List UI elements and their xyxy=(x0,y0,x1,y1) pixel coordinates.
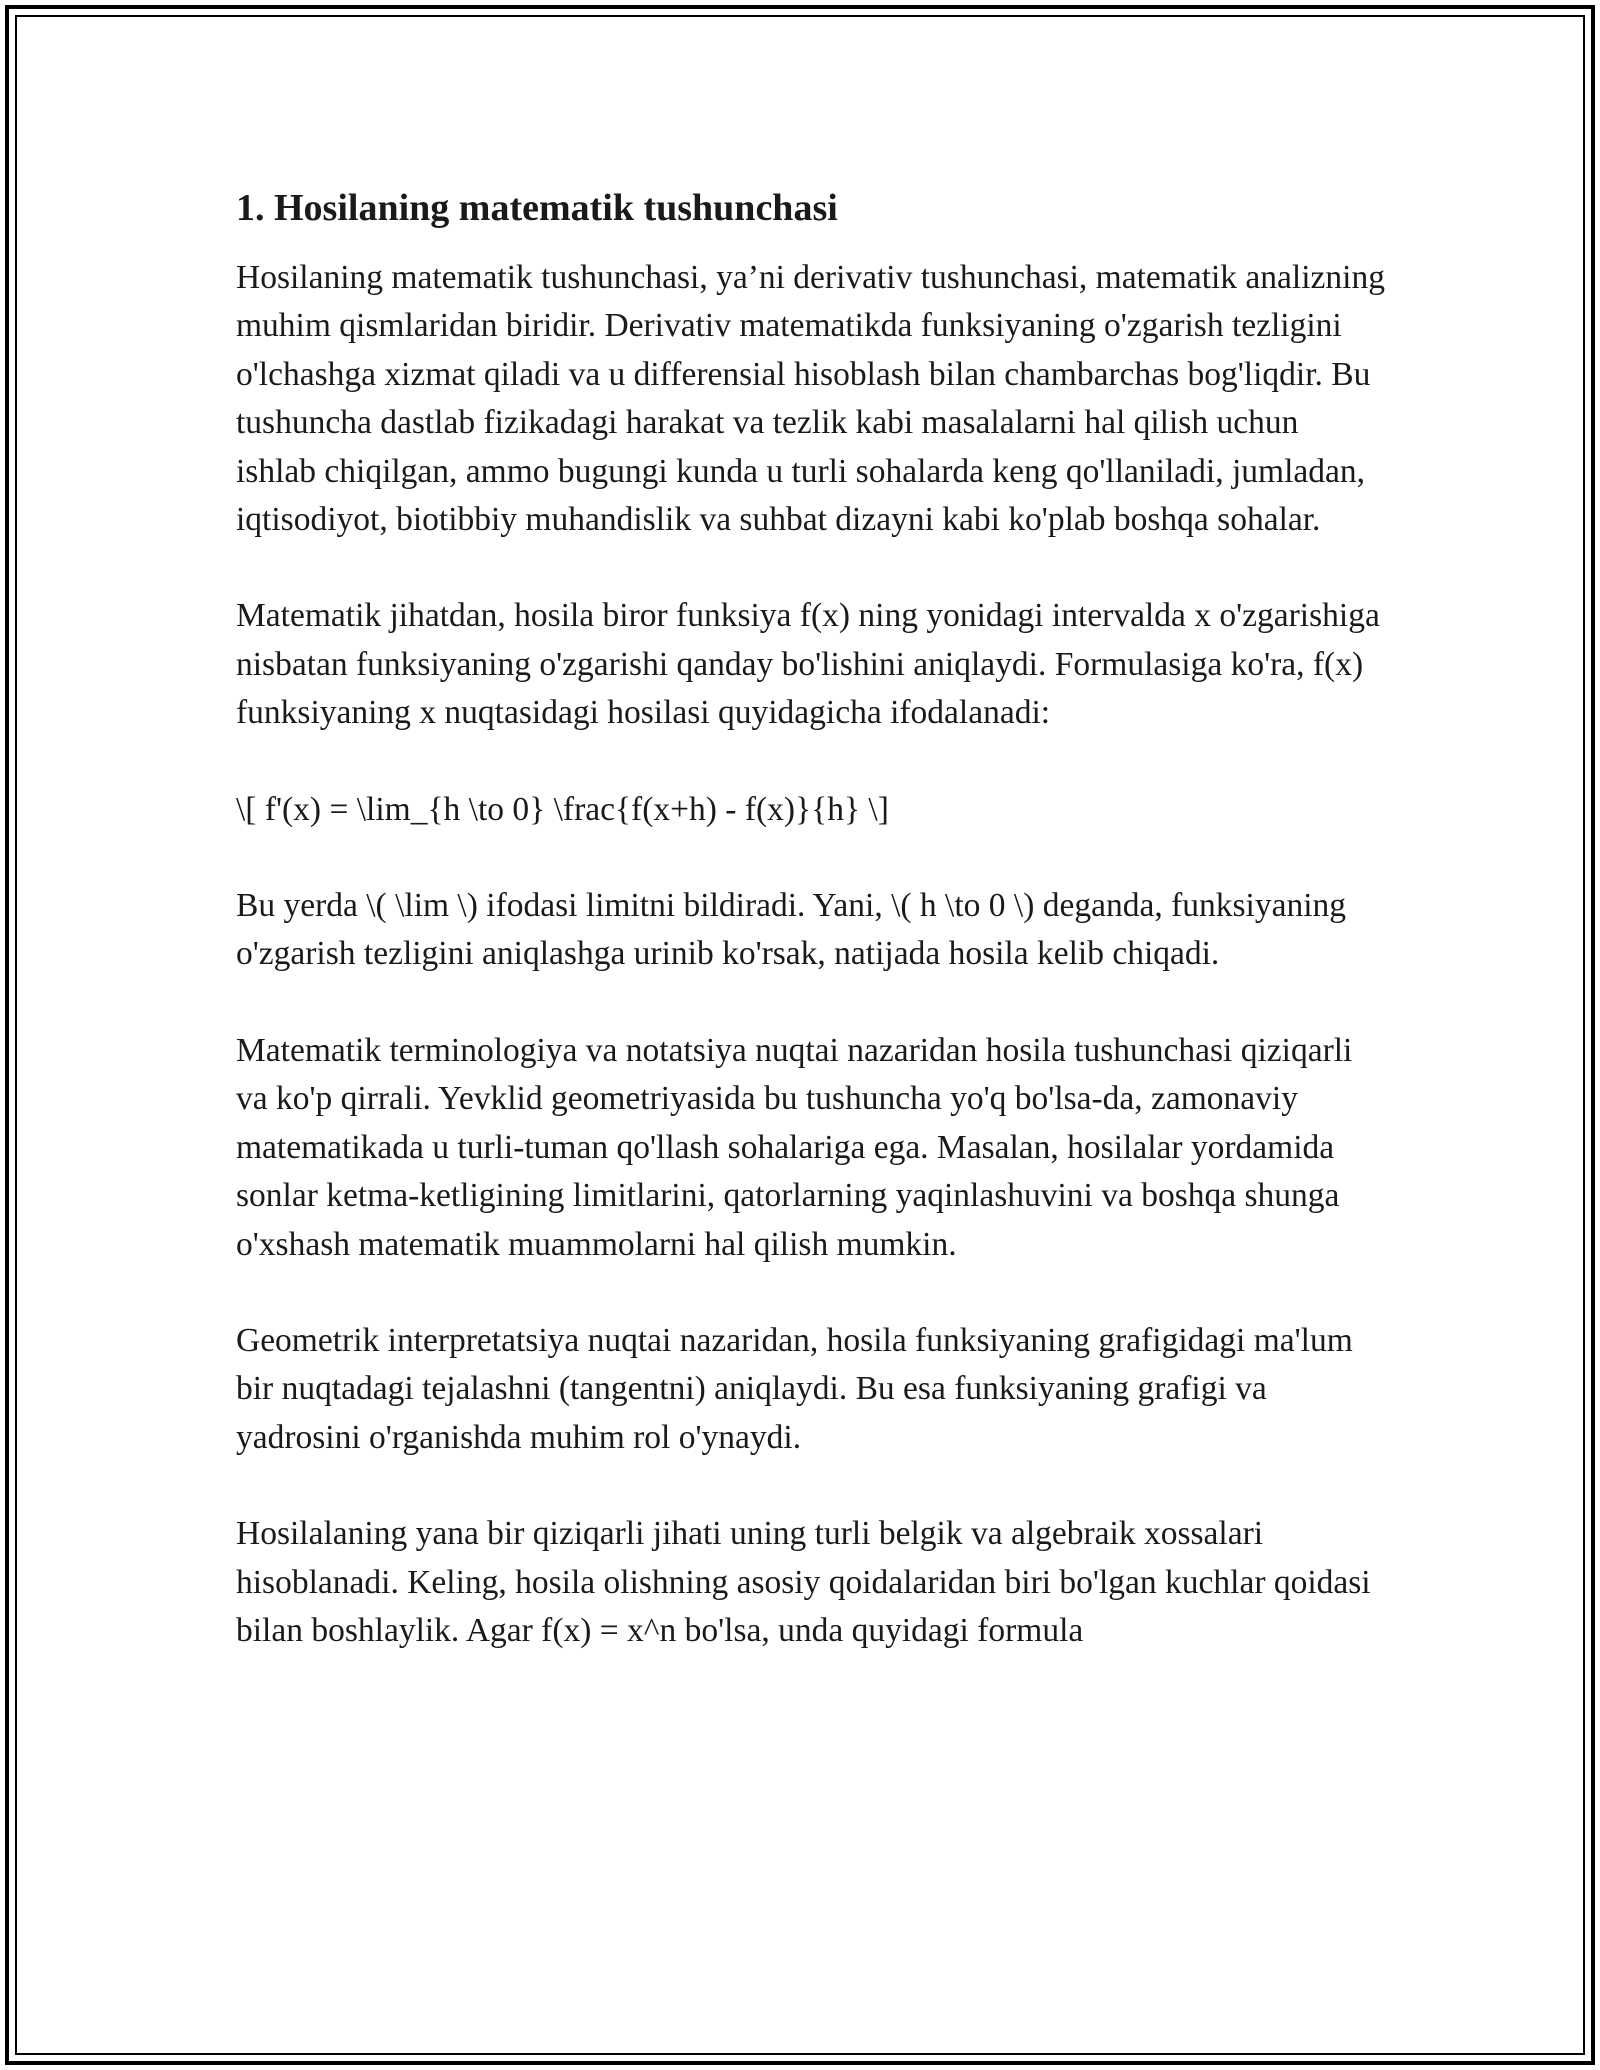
paragraph-intro: Hosilaning matematik tushunchasi, ya’ni derivativ tushunchasi, matematik analizning muhim qismlaridan biridir. Derivativ matematikda funksiyaning o'zgarish tezligini o'lchashga xizmat qiladi va u differensial hisoblash bilan chambarchas bog'liqdir. Bu tushuncha dastlab fizikadagi harakat va tezlik kabi masalalarni hal qilish uchun ishlab chiqilgan, ammo bugungi kunda u turli sohalarda keng qo'llaniladi, jumladan, iqtisodiyot, biotibbiy muhandislik va suhbat dizayni kabi ko'plab boshqa sohalar. xyxy=(236,259,1385,539)
paragraph-geometric: Geometrik interpretatsiya nuqtai nazaridan, hosila funksiyaning grafigidagi ma'lum bir nuqtadagi tejalashni (tangentni) aniqlaydi. Bu esa funksiyaning grafigi va yadrosini o'rganishda muhim rol o'ynaydi. xyxy=(236,1321,1353,1456)
paragraph-limit-explanation: Bu yerda \( \lim \) ifodasi limitni bildiradi. Yani, \( h \to 0 \) deganda, funksiyaning o'zgarish tezligini aniqlashga urinib ko'rsak, natijada hosila kelib chiqadi. xyxy=(236,887,1347,973)
paragraph-terminology: Matematik terminologiya va notatsiya nuqtai nazaridan hosila tushunchasi qiziqarli va ko'p qirrali. Yevklid geometriyasida bu tushuncha yo'q bo'lsa-da, zamonaviy matematikada u turli-tuman qo'llash sohalariga ega. Masalan, hosilalar yordamida sonlar ketma-ketligining limitlarini, qatorlarning yaqinlashuvini va boshqa shunga o'xshash matematik muammolarni hal qilish mumkin. xyxy=(236,1031,1353,1263)
section-heading: 1. Hosilaning matematik tushunchasi xyxy=(236,187,838,229)
paragraph-formula: \[ f'(x) = \lim_{h \to 0} \frac{f(x+h) - f(x)}{h} \] xyxy=(236,790,889,828)
paragraph-definition: Matematik jihatdan, hosila biror funksiya f(x) ning yonidagi intervalda x o'zgarishiga nisbatan funksiyaning o'zgarishi qanday bo'lishini aniqlaydi. Formulasiga ko'ra, f(x) funksiyaning x nuqtasidagi hosilasi quyidagicha ifodalanadi: xyxy=(236,597,1380,732)
document-body xyxy=(236,184,1386,1703)
paragraph-power-rule: Hosilalaning yana bir qiziqarli jihati uning turli belgik va algebraik xossalari hisoblanadi. Keling, hosila olishning asosiy qoidalaridan biri bo'lgan kuchlar qoidasi bilan boshlaylik. Agar f(x) = x^n bo'lsa, unda quyidagi formula xyxy=(236,1515,1371,1649)
